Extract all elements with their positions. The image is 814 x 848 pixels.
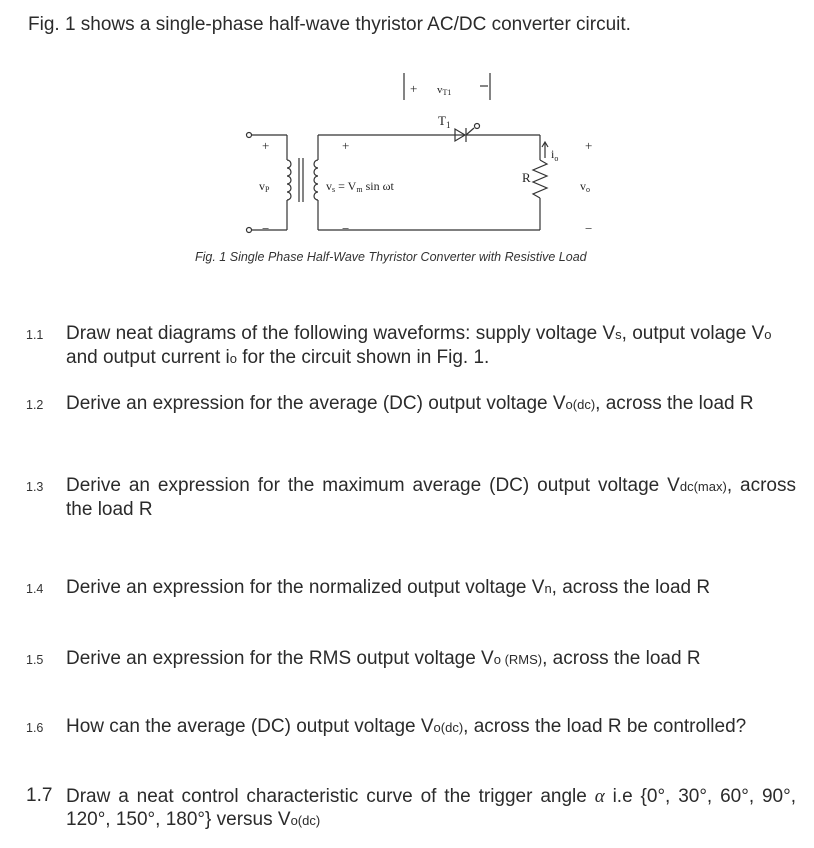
vo-label: vo [580,179,590,194]
question-text: Derive an expression for the RMS output voltage Vo (RMS), across the load R [66,648,701,669]
question-number: 1.4 [26,582,44,596]
circuit-diagram [0,0,814,270]
io-label: $i_o$ [551,147,559,163]
question-text: Derive an expression for the average (DC) output voltage Vo(dc), across the load R [66,393,754,414]
secondary-minus: − [342,221,350,236]
question-number: 1.7 [26,785,53,806]
question-number: 1.5 [26,653,44,667]
primary-minus: − [262,221,270,236]
vo-plus: + [585,138,593,153]
question-text: Derive an expression for the maximum average (DC) output voltage Vdc(max), across the load R [66,475,797,520]
vo-minus: − [585,221,593,236]
question-text: Draw a neat control characteristic curve of the trigger angle α i.e {0°, 30°, 60°, 90°, 120°, 150°, 180°} versus Vo(dc) [66,786,796,830]
figure-caption: Fig. 1 Single Phase Half-Wave Thyristor Converter with Resistive Load [195,250,587,264]
t1-label: $T_1$ [438,113,451,130]
question-number: 1.6 [26,721,44,735]
question-number: 1.3 [26,480,44,494]
question-1-6 [26,715,796,739]
intro-text: Fig. 1 shows a single-phase half-wave thyristor AC/DC converter circuit. [28,14,631,35]
question-text: How can the average (DC) output voltage Vo(dc), across the load R be controlled? [66,716,747,737]
vt1-plus: + [410,81,418,96]
vt1-label: vT1 [437,84,452,97]
question-number: 1.1 [26,328,44,342]
question-1-5 [26,647,796,671]
question-number: 1.2 [26,398,44,412]
question-1-3 [26,474,796,521]
question-1-1 [26,322,796,370]
vs-label: vs = Vm sin ωt [326,179,394,194]
question-1-7 [26,785,796,832]
question-text: Draw neat diagrams of the following waveforms: supply voltage Vs, output volage Vo and output current io for the circuit shown in Fig. 1. [66,323,772,368]
question-1-2 [26,392,796,416]
primary-plus: + [262,138,270,153]
r-label: R [522,170,531,185]
question-text: Derive an expression for the normalized output voltage Vn, across the load R [66,577,711,598]
question-1-4 [26,576,796,600]
vp-label: vP [259,179,270,194]
secondary-plus: + [342,138,350,153]
